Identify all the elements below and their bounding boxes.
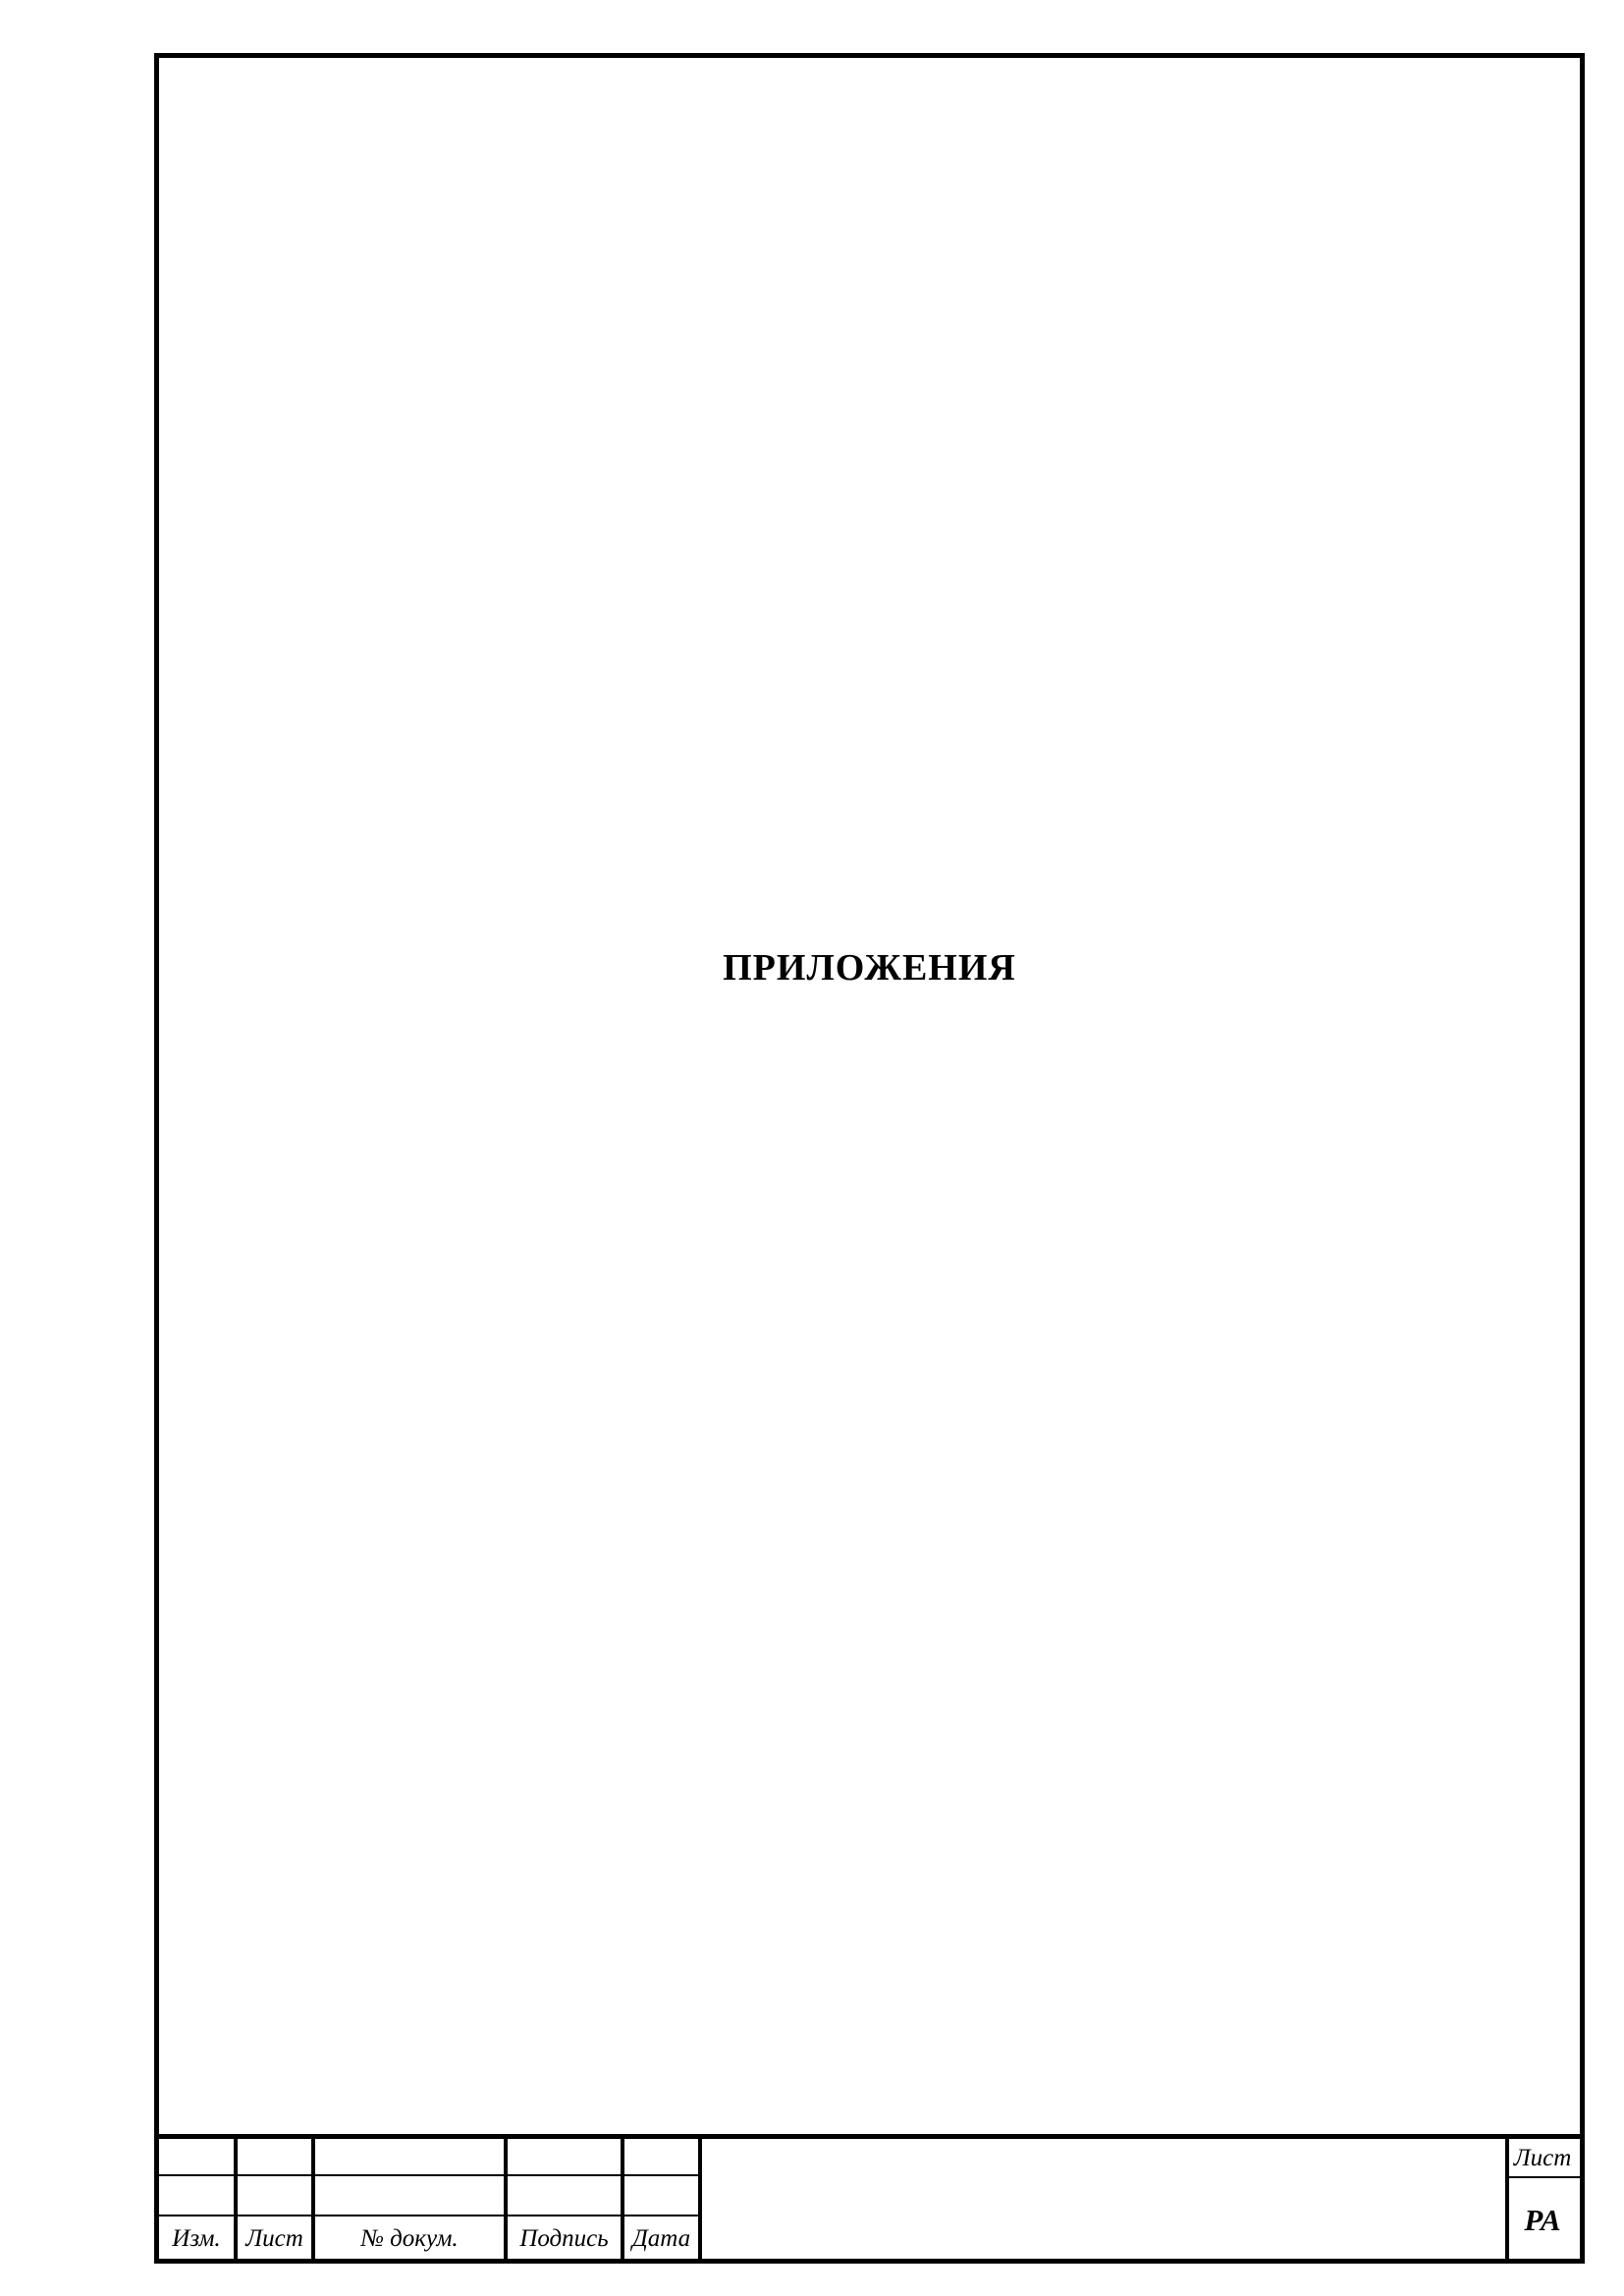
stamp-label-change: Изм. bbox=[172, 2225, 221, 2252]
sheet-box-line bbox=[1507, 2176, 1580, 2178]
stamp-label-sheet: Лист bbox=[245, 2225, 303, 2252]
stamp-row-line bbox=[159, 2174, 700, 2176]
stamp-label-date: Дата bbox=[631, 2225, 691, 2252]
drawing-frame bbox=[154, 53, 1585, 2264]
stamp-divider bbox=[698, 2139, 702, 2259]
sheet-number: PA bbox=[1524, 2203, 1561, 2237]
title-block-stamp bbox=[159, 2134, 1580, 2259]
stamp-label-signature: Подпись bbox=[519, 2225, 609, 2252]
sheet-label: Лист bbox=[1513, 2145, 1572, 2171]
page-title: ПРИЛОЖЕНИЯ bbox=[723, 947, 1016, 988]
stamp-row-line bbox=[159, 2215, 700, 2216]
stamp-label-document-number: № докум. bbox=[360, 2225, 459, 2252]
